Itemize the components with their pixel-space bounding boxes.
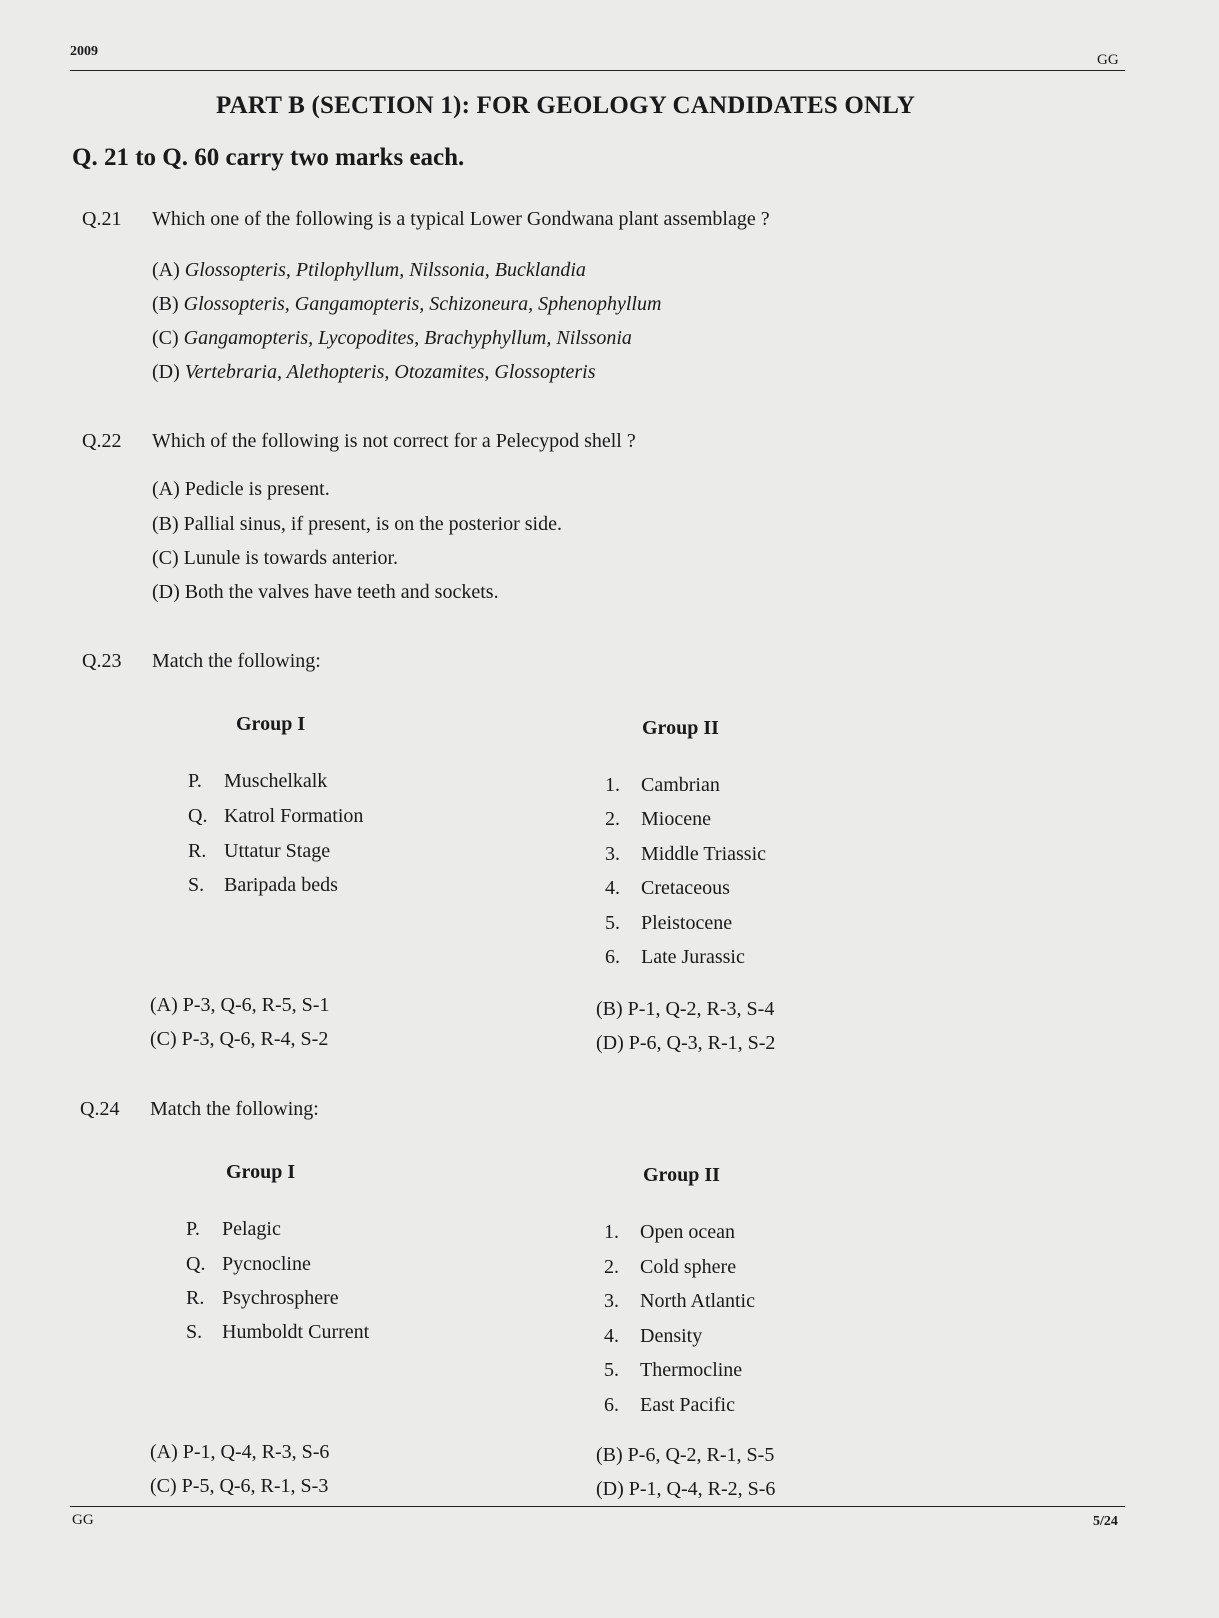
option-b: (B) Pallial sinus, if present, is on the posterior side. — [152, 513, 562, 535]
question-text: Which one of the following is a typical Lower Gondwana plant assemblage ? — [152, 208, 770, 230]
question-number: Q.23 — [82, 650, 122, 672]
group-1-title: Group I — [236, 713, 306, 735]
header-year: 2009 — [70, 44, 98, 59]
option-b: (B) P-6, Q-2, R-1, S-5 — [596, 1444, 775, 1466]
group-1-item: Q. Pycnocline — [186, 1253, 311, 1275]
group-2-item: 6. East Pacific — [604, 1394, 735, 1416]
group-2-item: 2. Cold sphere — [604, 1256, 737, 1278]
group-1-item: S. Humboldt Current — [186, 1321, 370, 1343]
page-number: 5/24 — [1093, 1514, 1118, 1529]
header-rule — [70, 70, 1125, 71]
question-text: Match the following: — [152, 650, 321, 672]
question-text: Match the following: — [150, 1098, 319, 1120]
option-a: (A) Glossopteris, Ptilophyllum, Nilssonia, Bucklandia — [152, 259, 586, 281]
footer-rule — [70, 1506, 1125, 1507]
group-2-item: 4. Cretaceous — [605, 877, 730, 899]
option-a: (A) P-3, Q-6, R-5, S-1 — [150, 994, 330, 1016]
group-2-item: 1. Open ocean — [604, 1221, 735, 1243]
group-2-item: 3. Middle Triassic — [605, 843, 767, 865]
footer-code: GG — [72, 1512, 94, 1528]
question-number: Q.21 — [82, 208, 122, 230]
group-2-item: 5. Pleistocene — [605, 912, 733, 934]
option-c: (C) Lunule is towards anterior. — [152, 547, 399, 569]
group-2-item: 3. North Atlantic — [604, 1290, 755, 1312]
group-2-item: 4. Density — [604, 1325, 703, 1347]
option-c: (C) P-5, Q-6, R-1, S-3 — [150, 1475, 329, 1497]
group-1-item: P. Muschelkalk — [188, 770, 328, 792]
option-b: (B) Glossopteris, Gangamopteris, Schizoneura, Sphenophyllum — [152, 293, 662, 315]
group-2-title: Group II — [643, 1164, 720, 1186]
question-text: Which of the following is not correct for a Pelecypod shell ? — [152, 430, 636, 452]
group-2-title: Group II — [642, 717, 719, 739]
group-2-item: 2. Miocene — [605, 808, 711, 830]
header-code: GG — [1097, 52, 1119, 68]
group-2-item: 1. Cambrian — [605, 774, 720, 796]
option-a: (A) P-1, Q-4, R-3, S-6 — [150, 1441, 330, 1463]
option-d: (D) Both the valves have teeth and sockets. — [152, 581, 499, 603]
question-number: Q.24 — [80, 1098, 120, 1120]
group-1-item: R. Uttatur Stage — [188, 840, 331, 862]
option-d: (D) P-1, Q-4, R-2, S-6 — [596, 1478, 776, 1500]
question-number: Q.22 — [82, 430, 122, 452]
option-b: (B) P-1, Q-2, R-3, S-4 — [596, 998, 775, 1020]
option-c: (C) Gangamopteris, Lycopodites, Brachyphyllum, Nilssonia — [152, 327, 632, 349]
group-1-item: Q. Katrol Formation — [188, 805, 364, 827]
option-d: (D) Vertebraria, Alethopteris, Otozamites, Glossopteris — [152, 361, 596, 383]
group-1-item: P. Pelagic — [186, 1218, 281, 1240]
option-a: (A) Pedicle is present. — [152, 478, 330, 500]
group-1-item: S. Baripada beds — [188, 874, 338, 896]
group-2-item: 5. Thermocline — [604, 1359, 743, 1381]
option-d: (D) P-6, Q-3, R-1, S-2 — [596, 1032, 776, 1054]
section-title: PART B (SECTION 1): FOR GEOLOGY CANDIDATES ONLY — [216, 92, 916, 119]
group-1-item: R. Psychrosphere — [186, 1287, 339, 1309]
group-1-title: Group I — [226, 1161, 296, 1183]
group-2-item: 6. Late Jurassic — [605, 946, 745, 968]
option-c: (C) P-3, Q-6, R-4, S-2 — [150, 1028, 329, 1050]
marks-note: Q. 21 to Q. 60 carry two marks each. — [72, 144, 465, 171]
